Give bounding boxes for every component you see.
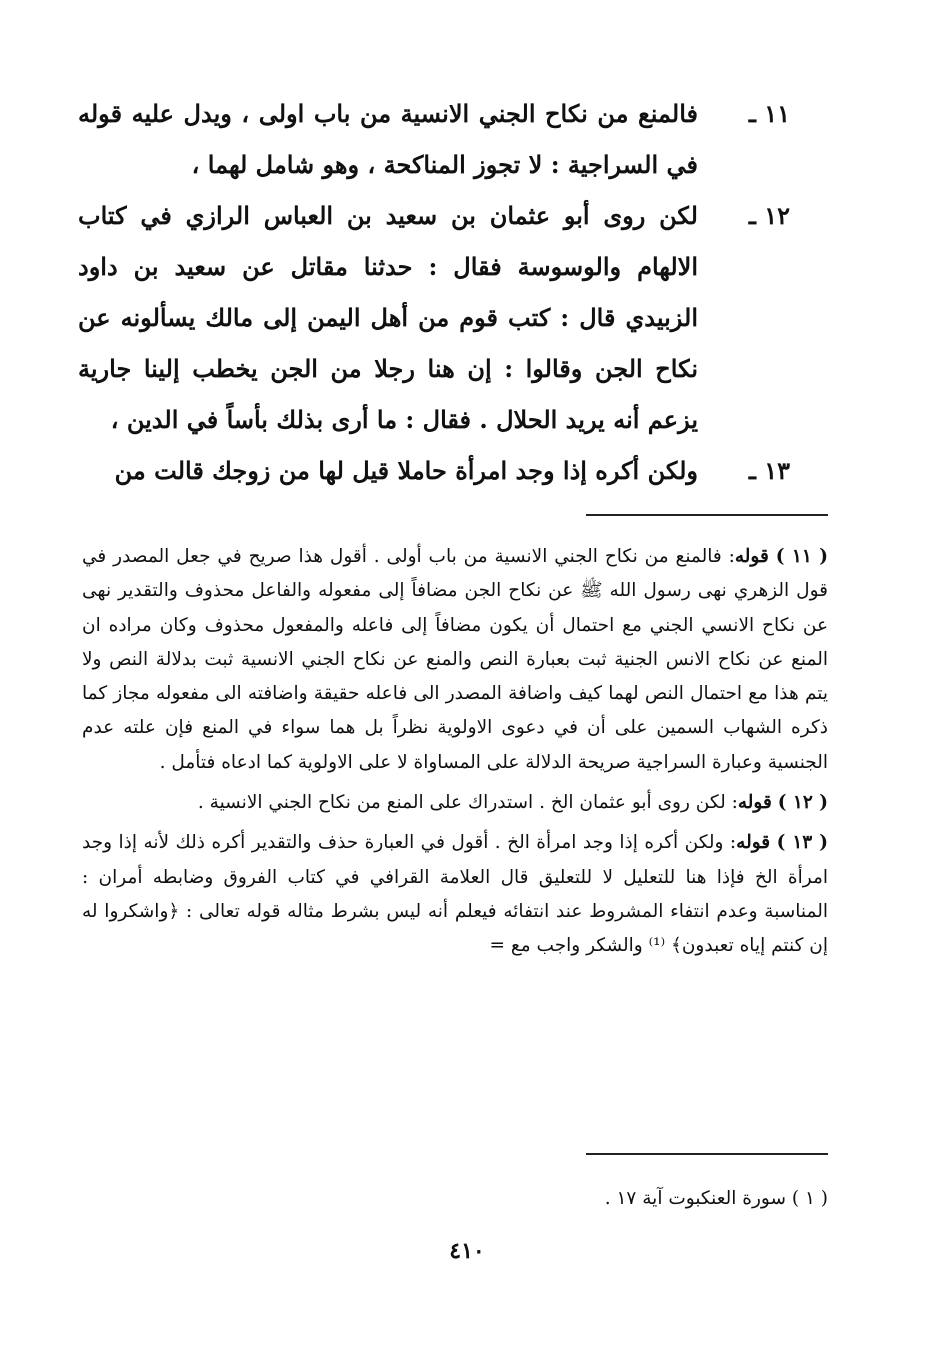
note-keyword: قوله bbox=[734, 546, 769, 567]
note-keyword: قوله bbox=[737, 792, 772, 814]
main-text bbox=[78, 88, 790, 496]
page-number: ٤١٠ bbox=[449, 1238, 485, 1264]
note-number: ( ١١ ) bbox=[775, 546, 828, 567]
main-item-13 bbox=[78, 445, 790, 496]
note-11 bbox=[82, 540, 828, 780]
item-text: ولكن أكره إذا وجد امرأة حاملا قيل لها من زوجك قالت من bbox=[114, 456, 698, 485]
footnote-rule bbox=[586, 1153, 828, 1155]
note-number: ( ١٣ ) bbox=[776, 832, 828, 854]
item-text: لكن روى أبو عثمان بن سعيد بن العباس الرازي في كتاب الالهام والوسوسة فقال : حدثنا مقاتل عن سعيد بن داود الزبيدي قال : كتب قوم من أهل اليمن إلى مالك يسألونه عن نكاح الجن وقالوا : إن هنا رجلا من الجن يخطب إلينا جارية يزعم أنه يريد الحلال . فقال : ما أرى بذلك بأساً في الدين ، bbox=[78, 201, 698, 434]
item-number: ١٢ ـ bbox=[748, 201, 790, 230]
commentary-notes bbox=[82, 540, 828, 970]
item-text: فالمنع من نكاح الجني الانسية من باب اولى ، ويدل عليه قوله في السراجية : لا تجوز المناكحة ، وهو شامل لهما ، bbox=[78, 99, 698, 179]
note-text: : لكن روى أبو عثمان الخ . استدراك على المنع من نكاح الجني الانسية . bbox=[197, 792, 738, 814]
note-text: : ولكن أكره إذا وجد امرأة الخ . أقول في العبارة حذف والتقدير أكره ذلك لأنه إذا وجد امرأة الخ فإذا هنا للتعليل لا للتعليق قال العلامة القرافي في كتاب الفروق وضابطه أمران : المناسبة وعدم انتفاء المشروط عند انتفائه فيعلم أنه ليس بشرط مثاله قوله تعالى : ﴿واشكروا له إن كنتم إياه تعبدون﴾ ⁽¹⁾ والشكر واجب مع = bbox=[82, 832, 828, 957]
footnote: ( ١ ) سورة العنكبوت آية ١٧ . bbox=[604, 1188, 828, 1209]
note-13 bbox=[82, 826, 828, 963]
main-item-12 bbox=[78, 190, 790, 445]
note-number: ( ١٢ ) bbox=[777, 792, 828, 814]
separator-rule bbox=[586, 514, 828, 516]
main-item-11 bbox=[78, 88, 790, 190]
item-number: ١١ ـ bbox=[748, 99, 790, 128]
note-12 bbox=[82, 786, 828, 820]
item-number: ١٣ ـ bbox=[748, 456, 790, 485]
note-text: : فالمنع من نكاح الجني الانسية من باب أولى . أقول هذا صريح في جعل المصدر في قول الزهري نهى رسول الله ﷺ عن نكاح الجن مضافاً إلى مفعوله والفاعل محذوف والتقدير نهى عن نكاح الانسي الجني مع احتمال أن يكون مضافاً إلى فاعله والمفعول محذوف وكان مراده ان المنع عن نكاح الانس الجنية ثبت بعبارة النص والمنع عن نكاح الجني الانسية ثبت بدلالة النص ولا يتم هذا مع احتمال النص لهما كيف واضافة المصدر الى فاعله حقيقة واضافته الى مفعوله مجاز كما ذكره الشهاب السمين على أن في دعوى الاولوية نظراً بل هما سواء في المنع فإن علته عدم الجنسية وعبارة السراجية صريحة الدلالة على المساواة لا على الاولوية كما ادعاه فتأمل . bbox=[82, 546, 828, 773]
note-keyword: قوله bbox=[736, 832, 771, 854]
